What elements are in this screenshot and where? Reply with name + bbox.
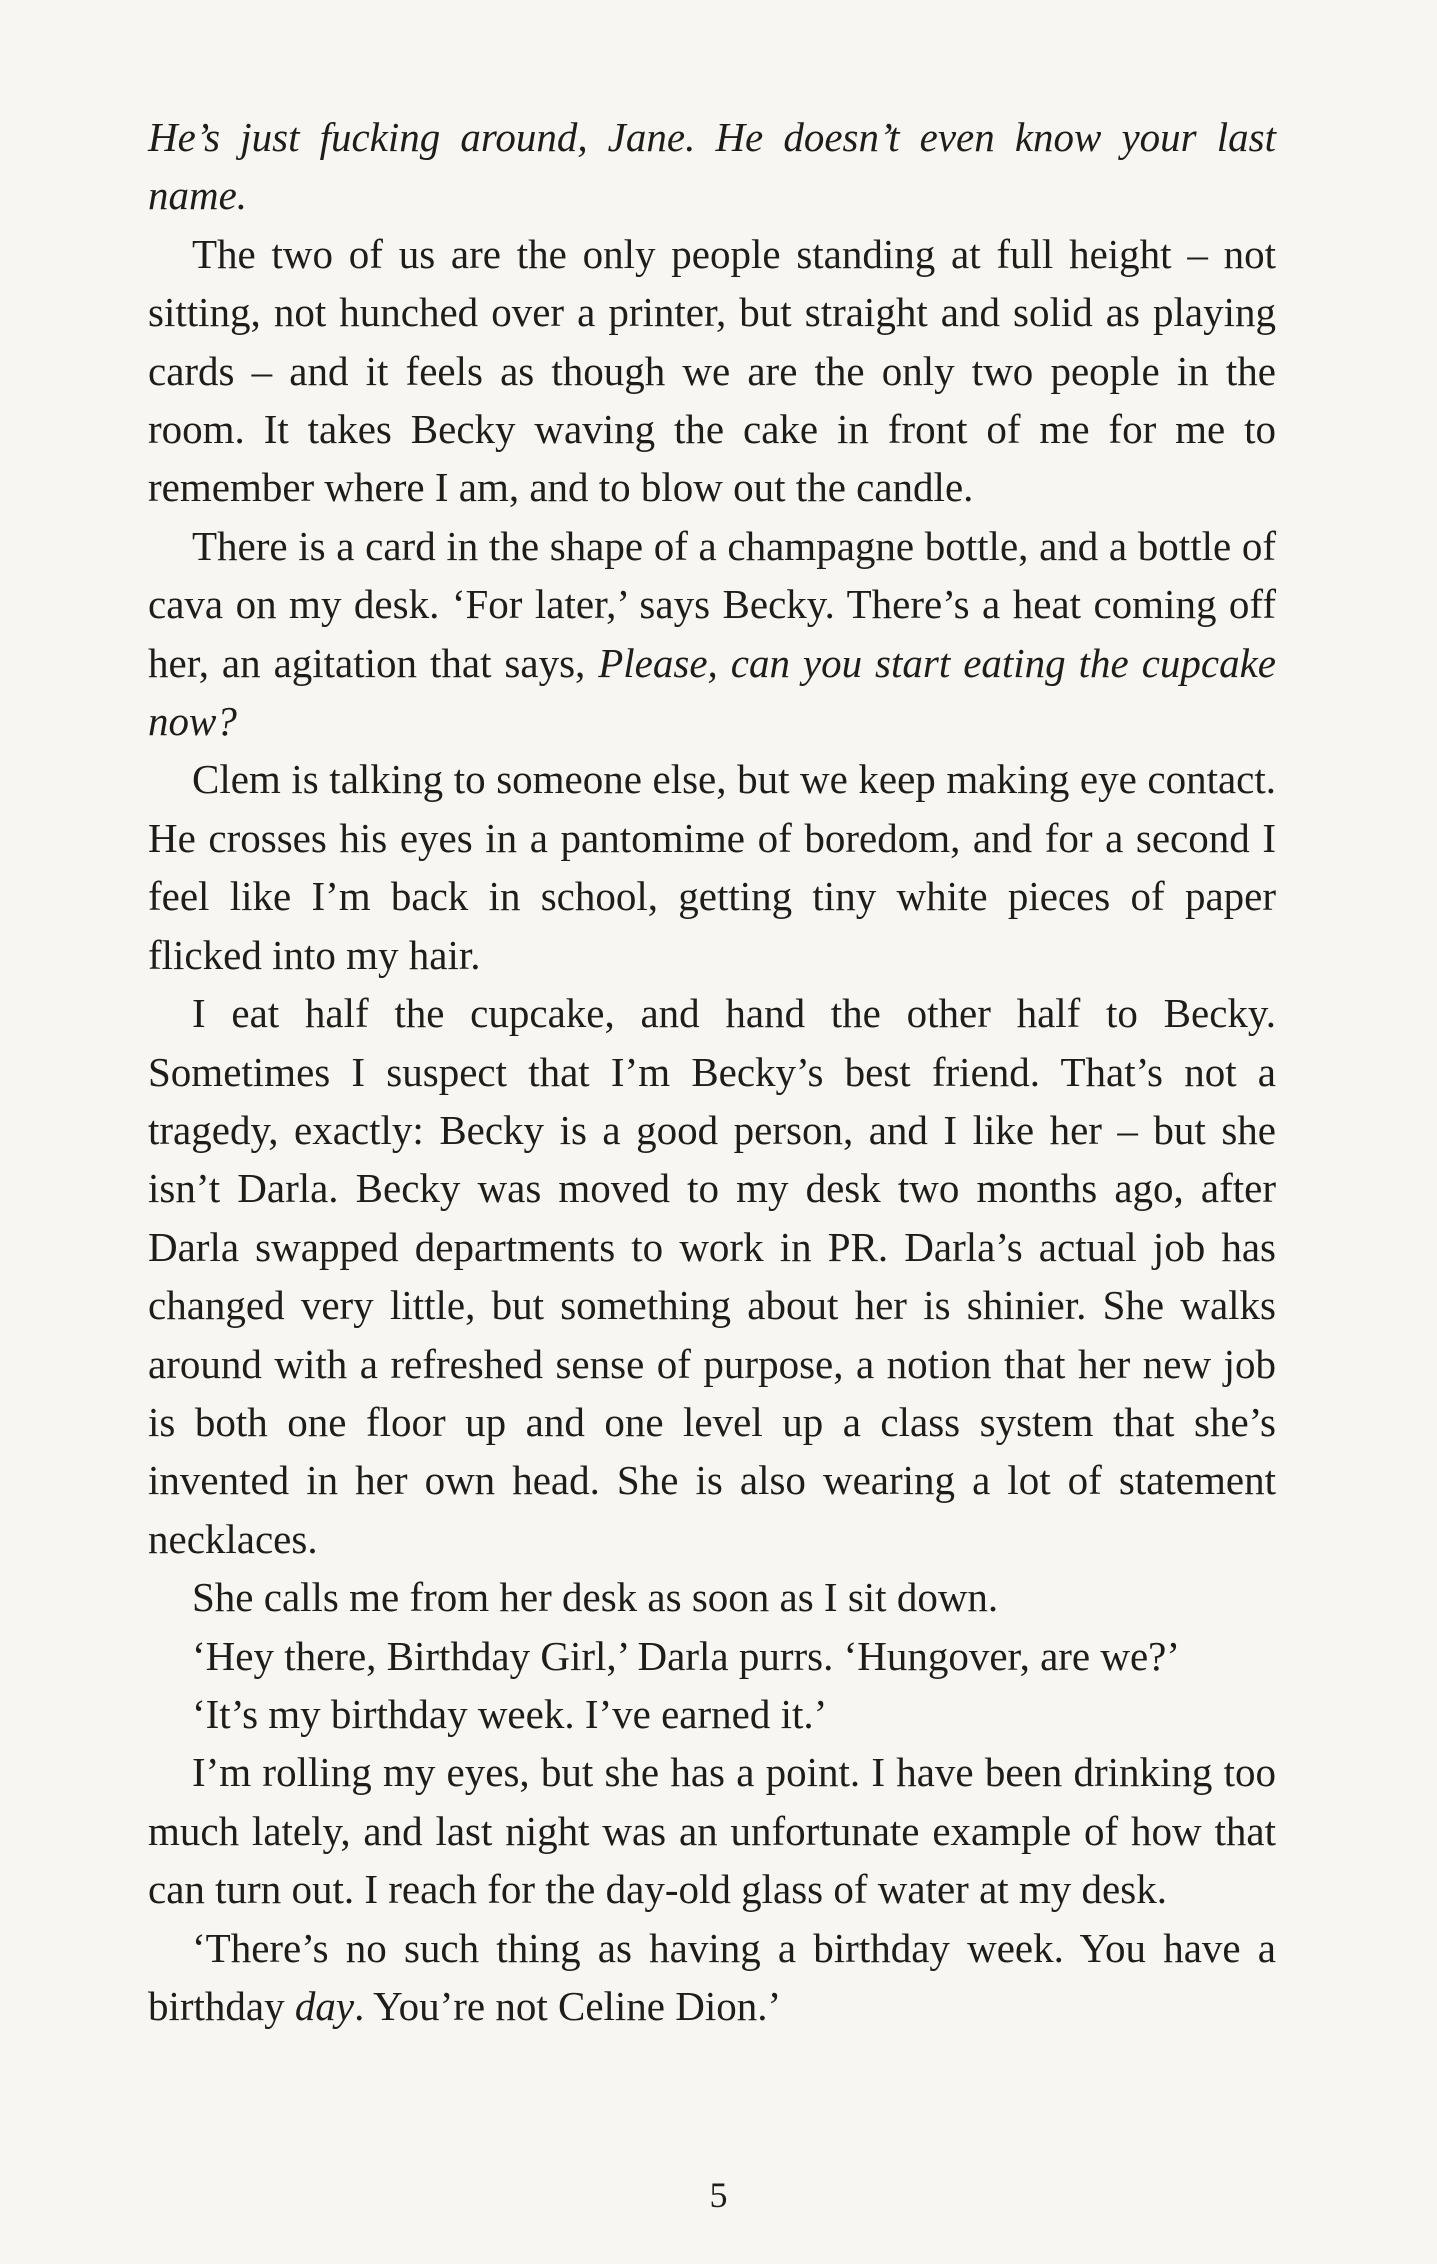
paragraph bbox=[148, 1568, 1276, 1626]
paragraph bbox=[148, 1685, 1276, 1743]
text-run: . You’re not Celine Dion.’ bbox=[354, 1983, 782, 2029]
paragraph bbox=[148, 225, 1276, 517]
text-run: The two of us are the only people standing at full height – not sitting, not hunched over a printer, but straight and solid as playing cards – and it feels as though we are the only two people in the room. It takes Becky waving the cake in front of me for me to remember where I am, and to blow out the candle. bbox=[148, 230, 1276, 511]
body-text bbox=[148, 108, 1276, 2035]
text-run: There is a card in the shape of a champagne bottle, and a bottle of cava on my desk. ‘For later,’ says Becky. There’s a heat coming off her, an agitation that says, bbox=[148, 522, 1276, 686]
text-run: I’m rolling my eyes, but she has a point. I have been drinking too much lately, and last night was an unfortunate example of how that can turn out. I reach for the day-old glass of water at my desk. bbox=[148, 1749, 1276, 1913]
paragraph bbox=[148, 984, 1276, 1568]
text-run: She calls me from her desk as soon as I sit down. bbox=[192, 1574, 999, 1621]
text-run: ‘Hey there, Birthday Girl,’ Darla purrs. ‘Hungover, are we?’ bbox=[192, 1632, 1181, 1679]
text-run: ‘It’s my birthday week. I’ve earned it.’ bbox=[192, 1690, 828, 1737]
paragraph bbox=[148, 1627, 1276, 1685]
paragraph bbox=[148, 108, 1276, 225]
page-number: 5 bbox=[709, 2175, 728, 2215]
paragraph bbox=[148, 1919, 1276, 2036]
paragraph bbox=[148, 1743, 1276, 1918]
text-run: ‘There’s no such thing as having a birthday week. You have a birthday bbox=[148, 1924, 1276, 2029]
italic-text-run: Please, can you start eating the cupcake now? bbox=[148, 639, 1276, 745]
paragraph bbox=[148, 517, 1276, 751]
paragraph bbox=[148, 750, 1276, 984]
italic-text-run: day bbox=[294, 1983, 355, 2029]
italic-text-run: He’s just fucking around, Jane. He doesn’t even know your last name. bbox=[148, 114, 1276, 219]
text-run: Clem is talking to someone else, but we keep making eye contact. He crosses his eyes in a pantomime of boredom, and for a second I feel like I’m back in school, getting tiny white pieces of paper flicked into my hair. bbox=[148, 756, 1276, 978]
text-run: I eat half the cupcake, and hand the other half to Becky. Sometimes I suspect that I’m Becky’s best friend. That’s not a tragedy, exactly: Becky is a good person, and I like her – but she isn’t Darla. Becky was moved to my desk two months ago, after Darla swapped departments to work in PR. Darla’s actual job has changed very little, but something about her is shinier. She walks around with a refreshed sense of purpose, a notion that her new job is both one floor up and one level up a class system that she’s invented in her own head. She is also wearing a lot of statement necklaces. bbox=[148, 990, 1276, 1562]
